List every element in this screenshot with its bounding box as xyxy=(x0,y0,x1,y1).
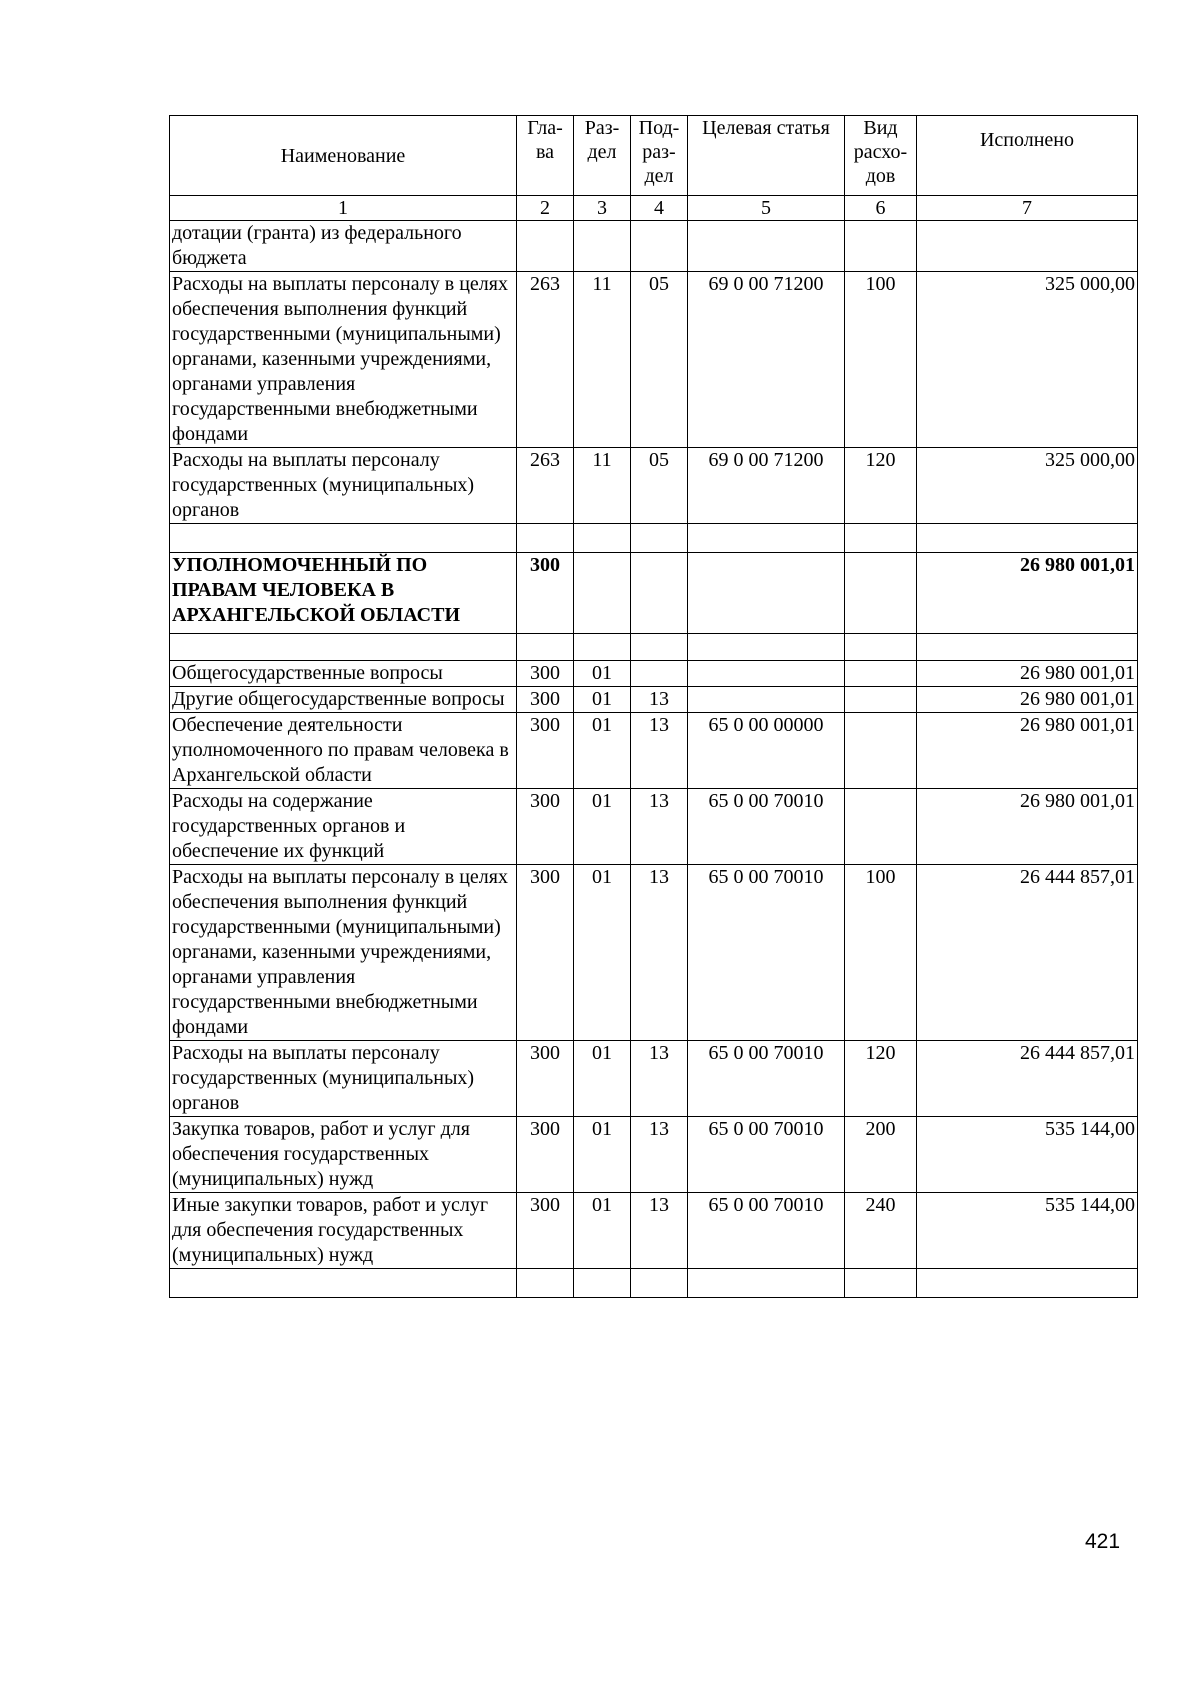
column-number: 5 xyxy=(688,196,845,221)
cell-celevaya: 65 0 00 70010 xyxy=(688,1041,845,1117)
cell-podrazdel: 13 xyxy=(631,789,688,865)
cell-name: Общегосударственные вопросы xyxy=(170,661,517,687)
cell-celevaya xyxy=(688,553,845,634)
header-razdel xyxy=(574,116,631,196)
cell-amount: 26 980 001,01 xyxy=(917,789,1138,865)
table-row-blank xyxy=(170,524,1138,553)
cell-glava: 300 xyxy=(517,553,574,634)
cell-razdel: 01 xyxy=(574,687,631,713)
table-row xyxy=(170,1117,1138,1193)
header-ispolneno: Исполнено xyxy=(917,116,1138,196)
cell-amount: 535 144,00 xyxy=(917,1117,1138,1193)
cell-podrazdel xyxy=(631,553,688,634)
cell-vid xyxy=(845,553,917,634)
cell-amount: 26 444 857,01 xyxy=(917,865,1138,1041)
header-podrazdel-line-1: Под- xyxy=(638,117,680,139)
cell-name: УПОЛНОМОЧЕННЫЙ ПО ПРАВАМ ЧЕЛОВЕКА В АРХАНГЕЛЬСКОЙ ОБЛАСТИ xyxy=(170,553,517,634)
budget-table xyxy=(169,115,1138,1298)
table-row xyxy=(170,865,1138,1041)
column-number: 2 xyxy=(517,196,574,221)
cell-podrazdel xyxy=(631,524,688,553)
cell-podrazdel xyxy=(631,221,688,272)
table-row xyxy=(170,1041,1138,1117)
cell-glava xyxy=(517,1269,574,1298)
cell-razdel: 01 xyxy=(574,1041,631,1117)
cell-podrazdel: 05 xyxy=(631,448,688,524)
cell-glava: 300 xyxy=(517,1041,574,1117)
cell-podrazdel: 13 xyxy=(631,1193,688,1269)
cell-razdel xyxy=(574,221,631,272)
cell-vid xyxy=(845,221,917,272)
cell-glava: 300 xyxy=(517,1117,574,1193)
cell-razdel: 01 xyxy=(574,1117,631,1193)
cell-podrazdel: 13 xyxy=(631,687,688,713)
cell-podrazdel xyxy=(631,661,688,687)
cell-podrazdel: 05 xyxy=(631,272,688,448)
cell-celevaya: 65 0 00 70010 xyxy=(688,865,845,1041)
column-number-row xyxy=(170,196,1138,221)
header-name: Наименование xyxy=(170,116,517,196)
cell-vid xyxy=(845,634,917,661)
cell-vid xyxy=(845,661,917,687)
header-vid-line-3: дов xyxy=(865,165,896,187)
cell-razdel: 01 xyxy=(574,789,631,865)
table-header-row xyxy=(170,116,1138,196)
cell-razdel: 01 xyxy=(574,713,631,789)
cell-name: Обеспечение деятельности уполномоченного по правам человека в Архангельской области xyxy=(170,713,517,789)
cell-name: Другие общегосударственные вопросы xyxy=(170,687,517,713)
table-row xyxy=(170,713,1138,789)
cell-amount: 325 000,00 xyxy=(917,272,1138,448)
cell-name: Расходы на содержание государственных органов и обеспечение их функций xyxy=(170,789,517,865)
cell-celevaya xyxy=(688,221,845,272)
cell-vid: 240 xyxy=(845,1193,917,1269)
cell-vid xyxy=(845,524,917,553)
cell-name: Расходы на выплаты персоналу в целях обеспечения выполнения функций государственными (муниципальными) органами, казенными учреждениями, органами управления государственными внебюджетными фондами xyxy=(170,865,517,1041)
table-row-section-header xyxy=(170,553,1138,634)
cell-amount: 26 980 001,01 xyxy=(917,661,1138,687)
cell-vid xyxy=(845,713,917,789)
cell-amount xyxy=(917,1269,1138,1298)
cell-podrazdel: 13 xyxy=(631,1117,688,1193)
cell-name: Расходы на выплаты персоналу в целях обеспечения выполнения функций государственными (муниципальными) органами, казенными учреждениями, органами управления государственными внебюджетными фондами xyxy=(170,272,517,448)
cell-razdel xyxy=(574,1269,631,1298)
header-razdel-line-1: Раз- xyxy=(584,117,620,139)
table-row xyxy=(170,221,1138,272)
header-glava-line-2: ва xyxy=(535,141,555,163)
cell-amount: 325 000,00 xyxy=(917,448,1138,524)
column-number: 7 xyxy=(917,196,1138,221)
cell-name: Расходы на выплаты персоналу государственных (муниципальных) органов xyxy=(170,1041,517,1117)
cell-vid xyxy=(845,687,917,713)
header-podrazdel xyxy=(631,116,688,196)
header-vid-line-1: Вид xyxy=(863,117,898,139)
cell-celevaya xyxy=(688,524,845,553)
cell-amount: 535 144,00 xyxy=(917,1193,1138,1269)
cell-razdel: 11 xyxy=(574,272,631,448)
table-row xyxy=(170,1193,1138,1269)
cell-razdel xyxy=(574,634,631,661)
column-number: 3 xyxy=(574,196,631,221)
cell-razdel: 01 xyxy=(574,1193,631,1269)
cell-name xyxy=(170,1269,517,1298)
cell-razdel: 11 xyxy=(574,448,631,524)
table-row xyxy=(170,448,1138,524)
cell-celevaya: 65 0 00 70010 xyxy=(688,1117,845,1193)
header-vid-line-2: расхо- xyxy=(853,141,908,163)
cell-vid: 100 xyxy=(845,865,917,1041)
cell-name: дотации (гранта) из федерального бюджета xyxy=(170,221,517,272)
cell-podrazdel: 13 xyxy=(631,1041,688,1117)
header-glava-line-1: Гла- xyxy=(527,117,563,139)
cell-celevaya: 65 0 00 70010 xyxy=(688,1193,845,1269)
cell-amount: 26 980 001,01 xyxy=(917,687,1138,713)
cell-name: Закупка товаров, работ и услуг для обеспечения государственных (муниципальных) нужд xyxy=(170,1117,517,1193)
cell-glava xyxy=(517,634,574,661)
cell-razdel: 01 xyxy=(574,865,631,1041)
header-podrazdel-line-3: дел xyxy=(644,165,674,187)
cell-name xyxy=(170,524,517,553)
cell-name: Расходы на выплаты персоналу государственных (муниципальных) органов xyxy=(170,448,517,524)
cell-amount xyxy=(917,634,1138,661)
cell-glava: 300 xyxy=(517,789,574,865)
table-row-blank xyxy=(170,634,1138,661)
cell-name: Иные закупки товаров, работ и услуг для обеспечения государственных (муниципальных) нужд xyxy=(170,1193,517,1269)
cell-amount xyxy=(917,221,1138,272)
cell-celevaya xyxy=(688,634,845,661)
cell-podrazdel xyxy=(631,634,688,661)
cell-glava: 300 xyxy=(517,713,574,789)
cell-amount: 26 444 857,01 xyxy=(917,1041,1138,1117)
page-number: 421 xyxy=(1085,1530,1121,1553)
header-vid xyxy=(845,116,917,196)
cell-podrazdel: 13 xyxy=(631,865,688,1041)
column-number: 4 xyxy=(631,196,688,221)
cell-vid: 200 xyxy=(845,1117,917,1193)
table-row xyxy=(170,789,1138,865)
header-celevaya: Целевая статья xyxy=(688,116,845,196)
cell-glava: 263 xyxy=(517,272,574,448)
cell-name xyxy=(170,634,517,661)
column-number: 6 xyxy=(845,196,917,221)
cell-vid: 100 xyxy=(845,272,917,448)
cell-celevaya xyxy=(688,1269,845,1298)
cell-glava: 300 xyxy=(517,865,574,1041)
header-glava xyxy=(517,116,574,196)
cell-glava xyxy=(517,221,574,272)
cell-vid xyxy=(845,1269,917,1298)
table-row-blank xyxy=(170,1269,1138,1298)
cell-vid: 120 xyxy=(845,448,917,524)
cell-celevaya xyxy=(688,687,845,713)
cell-vid: 120 xyxy=(845,1041,917,1117)
cell-celevaya: 69 0 00 71200 xyxy=(688,448,845,524)
cell-celevaya: 65 0 00 70010 xyxy=(688,789,845,865)
cell-amount: 26 980 001,01 xyxy=(917,713,1138,789)
cell-amount: 26 980 001,01 xyxy=(917,553,1138,634)
table-row xyxy=(170,661,1138,687)
table-row xyxy=(170,687,1138,713)
header-razdel-line-2: дел xyxy=(587,141,617,163)
cell-glava: 263 xyxy=(517,448,574,524)
cell-glava: 300 xyxy=(517,661,574,687)
cell-razdel xyxy=(574,553,631,634)
table-row xyxy=(170,272,1138,448)
cell-razdel: 01 xyxy=(574,661,631,687)
cell-podrazdel: 13 xyxy=(631,713,688,789)
cell-podrazdel xyxy=(631,1269,688,1298)
cell-glava xyxy=(517,524,574,553)
cell-glava: 300 xyxy=(517,687,574,713)
column-number: 1 xyxy=(170,196,517,221)
cell-razdel xyxy=(574,524,631,553)
header-podrazdel-line-2: раз- xyxy=(642,141,676,163)
cell-celevaya: 65 0 00 00000 xyxy=(688,713,845,789)
cell-amount xyxy=(917,524,1138,553)
cell-vid xyxy=(845,789,917,865)
cell-celevaya xyxy=(688,661,845,687)
cell-glava: 300 xyxy=(517,1193,574,1269)
cell-celevaya: 69 0 00 71200 xyxy=(688,272,845,448)
